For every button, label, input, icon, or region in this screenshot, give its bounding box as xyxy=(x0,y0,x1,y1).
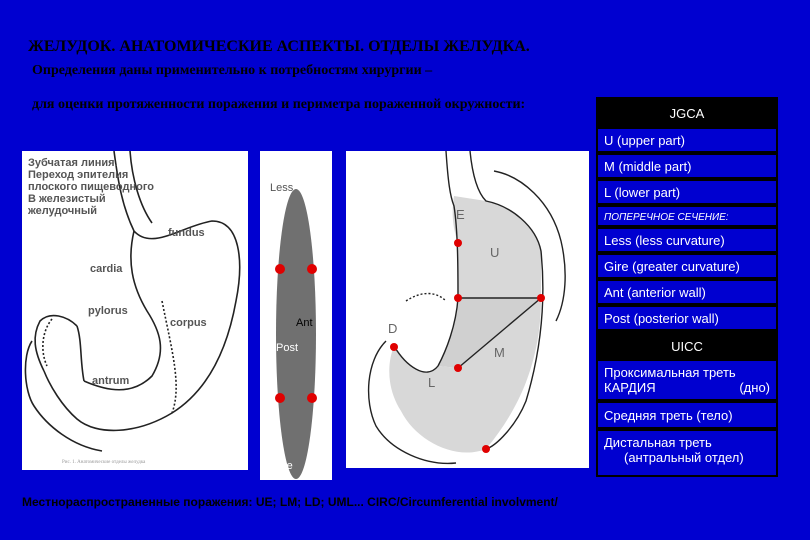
marker-dot xyxy=(454,364,462,372)
region-d-label: D xyxy=(388,321,398,336)
corpus-label: corpus xyxy=(170,317,207,329)
jgca-u: U (upper part) xyxy=(596,127,778,153)
uicc-proximal-line2 xyxy=(604,380,770,395)
page-subtitle: Определения даны применительно к потребностям хирургии – xyxy=(32,63,433,78)
post-label: Post xyxy=(276,342,299,354)
uicc-distal xyxy=(596,429,778,477)
section-gire: Gire (greater curvature) xyxy=(596,253,778,279)
cardia-label: cardia xyxy=(90,263,123,275)
cross-section-ellipse xyxy=(276,189,316,479)
uicc-proximal-dno: (дно) xyxy=(739,380,770,395)
region-l-label: L xyxy=(428,375,436,390)
antrum-label: antrum xyxy=(92,375,130,387)
marker-dot xyxy=(390,343,398,351)
uicc-proximal-line1: Проксимальная треть xyxy=(604,365,736,380)
cross-section-drawing xyxy=(260,151,332,480)
section-ant: Ant (anterior wall) xyxy=(596,279,778,305)
marker-dot xyxy=(537,294,545,302)
marker-dot xyxy=(275,393,285,403)
marker-dot xyxy=(454,239,462,247)
page-subtitle-continued: для оценки протяженности поражения и периметра пораженной окружности: xyxy=(32,97,526,112)
z-line-label: Зубчатая линия. Переход эпителия плоского пищеводного В железистый желудочный xyxy=(28,157,154,217)
page-title: ЖЕЛУДОК. АНАТОМИЧЕСКИЕ АСПЕКТЫ. ОТДЕЛЫ ЖЕЛУДКА. xyxy=(28,38,530,55)
uicc-proximal xyxy=(596,359,778,401)
cross-section-figure xyxy=(260,151,332,480)
jgca-header: JGCA xyxy=(596,97,778,127)
fundus-label: fundus xyxy=(168,227,205,239)
uicc-distal-line2: (антральный отдел) xyxy=(624,450,744,465)
jgca-l: L (lower part) xyxy=(596,179,778,205)
region-u-label: U xyxy=(490,245,500,260)
ant-label: Ant xyxy=(296,317,313,329)
marker-dot xyxy=(307,393,317,403)
gire-label: Gire xyxy=(272,460,293,472)
pylorus-label: pylorus xyxy=(88,305,128,317)
classification-panel xyxy=(596,97,782,483)
less-label: Less xyxy=(270,182,294,194)
section-post: Post (posterior wall) xyxy=(596,305,778,331)
jgca-m: M (middle part) xyxy=(596,153,778,179)
stomach-anatomy-figure xyxy=(22,151,248,470)
marker-dot xyxy=(454,294,462,302)
figure-caption: Рис. 1. Анатомические отделы желудка xyxy=(62,460,146,465)
section-less: Less (less curvature) xyxy=(596,227,778,253)
stomach-division-drawing xyxy=(346,151,589,468)
region-e-label: E xyxy=(456,207,465,222)
stomach-division-figure xyxy=(346,151,589,468)
uicc-header: UICC xyxy=(596,331,778,359)
marker-dot xyxy=(275,264,285,274)
marker-dot xyxy=(307,264,317,274)
marker-dot xyxy=(482,445,490,453)
uicc-distal-line1: Дистальная треть xyxy=(604,435,712,450)
cross-section-heading: ПОПЕРЕЧНОЕ СЕЧЕНИЕ: xyxy=(596,205,778,227)
uicc-middle: Средняя треть (тело) xyxy=(596,401,778,429)
uicc-proximal-kardia: КАРДИЯ xyxy=(604,380,656,395)
region-m-label: M xyxy=(494,345,505,360)
footer-note: Местнораспространенные поражения: UE; LM; LD; UML... CIRC/Circumferential involvment/ xyxy=(22,495,558,509)
